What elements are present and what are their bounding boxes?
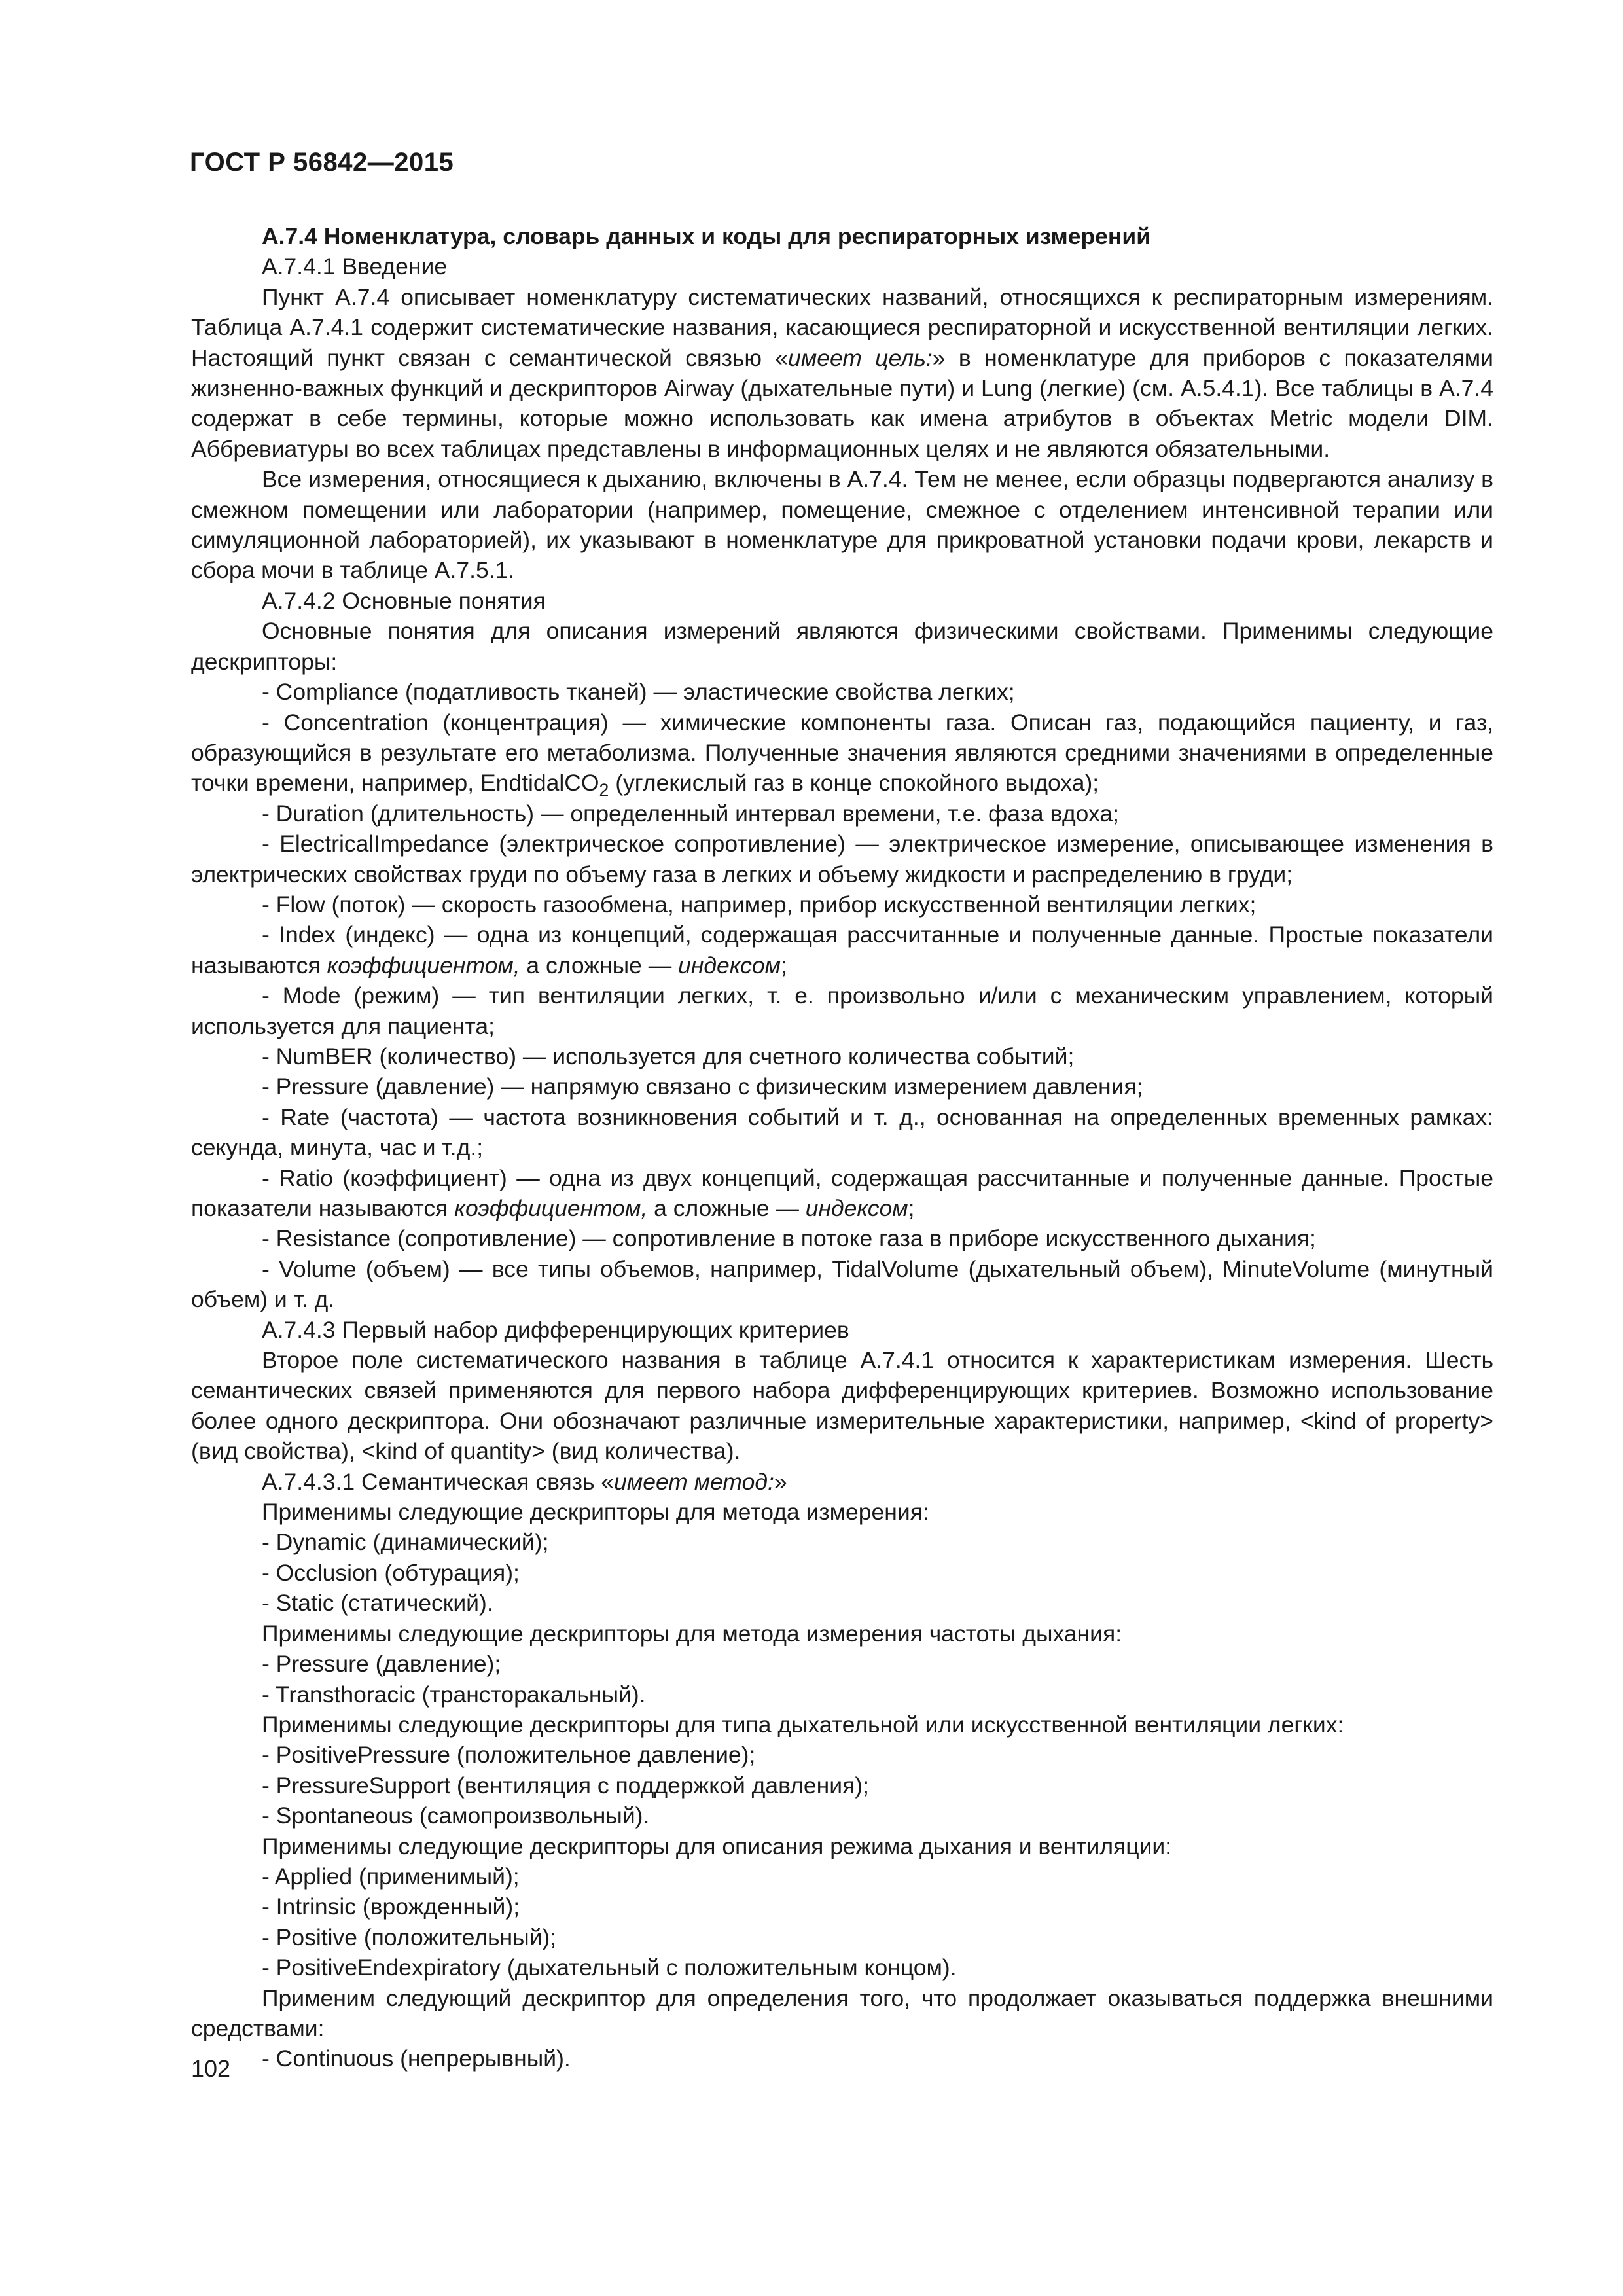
subscript: 2 (599, 780, 609, 800)
subsection-heading: А.7.4.2 Основные понятия (262, 587, 546, 614)
text-run: ; (908, 1195, 915, 1221)
list-item: - Static (статический). (262, 1590, 493, 1617)
list-item: - Continuous (непрерывный). (262, 2045, 571, 2072)
list-item: - Volume (объем) — все типы объемов, например, TidalVolume (дыхательный объем), MinuteVolume (минутный объем) и т. д. (191, 1255, 1493, 1313)
text-run: (углекислый газ в конце спокойного выдоха); (609, 770, 1099, 797)
list-item: - Pressure (давление); (262, 1651, 501, 1677)
list-item (191, 1163, 1493, 1224)
text-run: - Index (индекс) — одна из концепций, содержащая рассчитанные и полученные данные. Простые показатели называются (191, 922, 1493, 978)
paragraph: Применимы следующие дескрипторы для описания режима дыхания и вентиляции: (262, 1833, 1172, 1859)
paragraph: Основные понятия для описания измерений являются физическими свойствами. Применимы следующие дескрипторы: (191, 618, 1493, 675)
list-item: - Occlusion (обтурация); (262, 1559, 520, 1586)
emphasis-text: коэффициентом, (327, 952, 520, 978)
list-item: - Duration (длительность) — определенный интервал времени, т.е. фаза вдоха; (262, 800, 1119, 827)
emphasis-text: индексом (678, 952, 781, 978)
list-item: - Flow (поток) — скорость газообмена, например, прибор искусственной вентиляции легких; (262, 891, 1257, 918)
text-run: А.7.4.3.1 Семантическая связь « (262, 1468, 615, 1495)
page-number: 102 (191, 2055, 231, 2082)
text-run: - Ratio (коэффициент) — одна из двух концепций, содержащая рассчитанные и полученные данные. Простые показатели называются (191, 1164, 1493, 1221)
text-run: » в номенклатуре для приборов с показателями жизненно-важных функций и дескрипторов Airway (дыхательные пути) и Lung (легкие) (см. А.5.4.1). Все таблицы в А.7.4 содержат в себе термины, которые можно использовать как имена атрибутов в объектах Metric модели DIM. Аббревиатуры во всех таблицах представлены в информационных целях и не являются обязательными. (191, 344, 1493, 462)
list-item: - PositiveEndexpiratory (дыхательный с положительным концом). (262, 1954, 957, 1981)
emphasis-text: имеет метод: (614, 1468, 774, 1495)
emphasis-text: имеет цель: (788, 344, 933, 371)
list-item: - Spontaneous (самопроизвольный). (262, 1803, 650, 1829)
list-item: - NumBER (количество) — используется для счетного количества событий; (262, 1043, 1075, 1069)
subsection-heading: А.7.4.1 Введение (262, 253, 448, 280)
list-item: - ElectricalImpedance (электрическое сопротивление) — электрическое измерение, описывающее изменения в электрических свойствах груди по объему газа в легких и объему жидкости и распределению в груди; (191, 831, 1493, 888)
paragraph: Второе поле систематического названия в таблице А.7.4.1 относится к характеристикам измерения. Шесть семантических связей применяются для первого набора дифференцирующих критериев. Возможно использование более одного дескриптора. Они обозначают различные измерительные характеристики, например, <kind of property> (вид свойства), <kind of quantity> (вид количества). (191, 1347, 1493, 1465)
text-run: Пункт А.7.4 описывает номенклатуру систематических названий, относящихся к респираторным измерениям. Таблица А.7.4.1 содержит систематические названия, касающиеся респираторной и искусственной вентиляции легких. Настоящий пункт связан с семантической связью « (191, 283, 1493, 371)
text-run: - Concentration (концентрация) — химические компоненты газа. Описан газ, подающийся пациенту, и газ, образующийся в результате его метаболизма. Полученные значения являются средними значениями в определенные точки времени, например, EndtidalCO (191, 709, 1493, 797)
paragraph: Все измерения, относящиеся к дыханию, включены в А.7.4. Тем не менее, если образцы подвергаются анализу в смежном помещении или лаборатории (например, помещение, смежное с отделением интенсивной терапии или симуляционной лабораторией), их указывают в номенклатуре для прикроватной установки подачи крови, лекарств и сбора мочи в таблице А.7.5.1. (191, 466, 1493, 584)
list-item: - Applied (применимый); (262, 1863, 520, 1890)
list-item: - Mode (режим) — тип вентиляции легких, т. е. произвольно и/или с механическим управлением, который используется для пациента; (191, 982, 1493, 1039)
subsection-heading (191, 1467, 1493, 1497)
list-item: - Pressure (давление) — напрямую связано с физическим измерением давления; (262, 1073, 1143, 1100)
paragraph: Применимы следующие дескрипторы для метода измерения частоты дыхания: (262, 1620, 1122, 1647)
list-item: - Compliance (податливость тканей) — эластические свойства легких; (262, 679, 1015, 706)
emphasis-text: индексом (805, 1195, 908, 1221)
document-header: ГОСТ Р 56842—2015 (190, 148, 454, 177)
list-item: - PressureSupport (вентиляция с поддержкой давления); (262, 1772, 869, 1799)
list-item: - Intrinsic (врожденный); (262, 1893, 520, 1920)
list-item: - Dynamic (динамический); (262, 1529, 549, 1556)
paragraph: Применим следующий дескриптор для определения того, что продолжает оказываться поддержка внешними средствами: (191, 1984, 1493, 2041)
list-item (191, 920, 1493, 980)
page-content (191, 221, 1493, 2074)
list-item: - Transthoracic (трансторакальный). (262, 1681, 646, 1708)
list-item: - PositivePressure (положительное давление); (262, 1742, 756, 1768)
list-item: - Resistance (сопротивление) — сопротивление в потоке газа в приборе искусственного дыхания; (262, 1225, 1316, 1252)
paragraph: Применимы следующие дескрипторы для метода измерения: (262, 1499, 929, 1526)
list-item (191, 708, 1493, 798)
text-run: а сложные — (647, 1195, 806, 1221)
paragraph: Применимы следующие дескрипторы для типа дыхательной или искусственной вентиляции легких: (262, 1711, 1344, 1738)
text-run: ; (780, 952, 787, 978)
list-item: - Positive (положительный); (262, 1924, 557, 1950)
emphasis-text: коэффициентом, (454, 1195, 648, 1221)
paragraph (191, 282, 1493, 464)
section-heading: А.7.4 Номенклатура, словарь данных и коды для респираторных измерений (262, 223, 1151, 249)
subsection-heading: А.7.4.3 Первый набор дифференцирующих критериев (262, 1316, 849, 1343)
list-item: - Rate (частота) — частота возникновения событий и т. д., основанная на определенных временных рамках: секунда, минута, час и т.д.; (191, 1103, 1493, 1161)
text-run: а сложные — (520, 952, 679, 978)
text-run: » (774, 1468, 787, 1495)
